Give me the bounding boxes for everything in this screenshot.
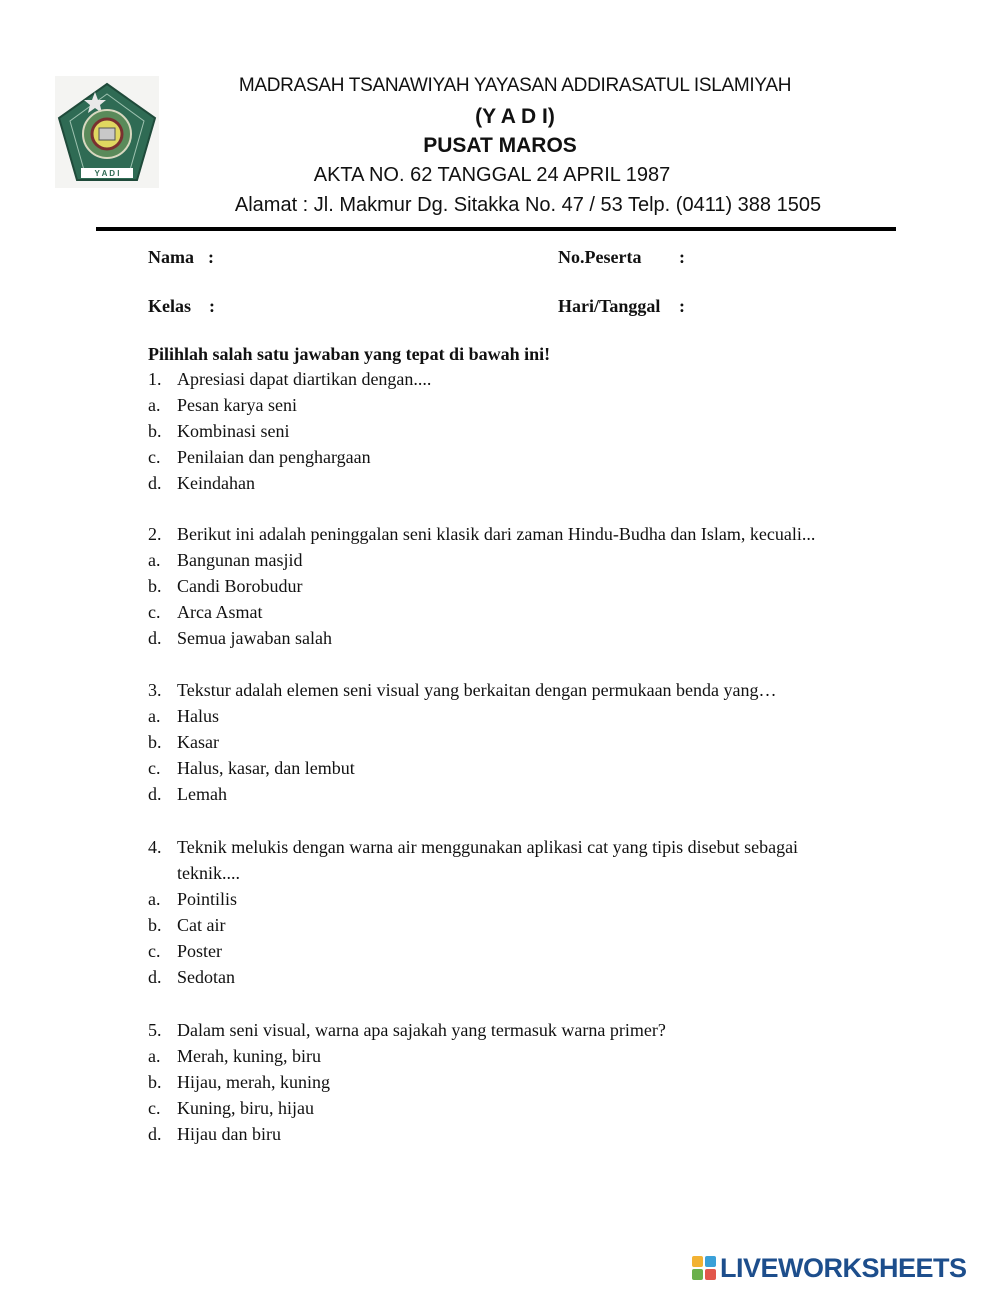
nama-label: Nama [148, 247, 194, 267]
option-letter: c. [148, 602, 161, 622]
option-text: Sedotan [177, 967, 235, 987]
liveworksheets-icon [692, 1256, 716, 1280]
hari-tanggal-label: Hari/Tanggal [558, 296, 661, 316]
option-text: Kasar [177, 732, 219, 752]
option-letter: d. [148, 473, 162, 493]
header-divider [96, 227, 896, 231]
option-letter: d. [148, 628, 162, 648]
option-text: Kombinasi seni [177, 421, 290, 441]
question-number: 4. [148, 837, 162, 857]
option-text: Hijau, merah, kuning [177, 1072, 330, 1092]
hari-tanggal-colon: : [679, 296, 685, 316]
option-text: Lemah [177, 784, 227, 804]
option-text: Hijau dan biru [177, 1124, 281, 1144]
nama-colon: : [208, 247, 214, 267]
option-letter: a. [148, 706, 161, 726]
no-peserta-label: No.Peserta [558, 247, 642, 267]
question-text: Dalam seni visual, warna apa sajakah yang termasuk warna primer? [177, 1020, 666, 1040]
question-text: teknik.... [177, 863, 240, 883]
option-text: Penilaian dan penghargaan [177, 447, 371, 467]
option-letter: b. [148, 421, 162, 441]
question-number: 1. [148, 369, 162, 389]
option-text: Kuning, biru, hijau [177, 1098, 314, 1118]
option-text: Poster [177, 941, 222, 961]
option-text: Keindahan [177, 473, 255, 493]
option-letter: a. [148, 1046, 161, 1066]
question-number: 3. [148, 680, 162, 700]
option-letter: c. [148, 447, 161, 467]
option-text: Pointilis [177, 889, 238, 909]
deed-info: AKTA NO. 62 TANGGAL 24 APRIL 1987 [313, 164, 671, 186]
option-letter: c. [148, 1098, 161, 1118]
school-name: MADRASAH TSANAWIYAH YAYASAN ADDIRASATUL ISLAMIYAH [238, 75, 792, 96]
option-letter: d. [148, 967, 162, 987]
option-text: Arca Asmat [177, 602, 263, 622]
option-text: Bangunan masjid [177, 550, 303, 570]
option-letter: c. [148, 941, 161, 961]
school-branch: PUSAT MAROS [423, 134, 577, 157]
option-text: Semua jawaban salah [177, 628, 332, 648]
option-text: Candi Borobudur [177, 576, 303, 596]
option-letter: d. [148, 784, 162, 804]
logo-text: Y A D I [94, 169, 120, 178]
option-letter: a. [148, 395, 161, 415]
liveworksheets-wordmark: LIVEWORKSHEETS [720, 1252, 967, 1283]
school-abbrev: (Y A D I) [475, 105, 555, 128]
option-letter: b. [148, 732, 162, 752]
option-letter: b. [148, 1072, 162, 1092]
option-letter: b. [148, 576, 162, 596]
question-number: 5. [148, 1020, 162, 1040]
address: Alamat : Jl. Makmur Dg. Sitakka No. 47 / 53 Telp. (0411) 388 1505 [234, 194, 822, 216]
question-text: Apresiasi dapat diartikan dengan.... [177, 369, 432, 389]
kelas-colon: : [209, 296, 215, 316]
option-letter: a. [148, 550, 161, 570]
option-text: Halus [177, 706, 219, 726]
question-text: Teknik melukis dengan warna air menggunakan aplikasi cat yang tipis disebut sebagai [177, 837, 799, 857]
kelas-label: Kelas [148, 296, 191, 316]
option-letter: b. [148, 915, 162, 935]
option-letter: a. [148, 889, 161, 909]
option-text: Pesan karya seni [177, 395, 297, 415]
question-text: Berikut ini adalah peninggalan seni klasik dari zaman Hindu-Budha dan Islam, kecuali... [177, 524, 816, 544]
no-peserta-colon: : [679, 247, 685, 267]
option-text: Merah, kuning, biru [177, 1046, 321, 1066]
option-text: Halus, kasar, dan lembut [177, 758, 355, 778]
liveworksheets-logo[interactable] [692, 1253, 967, 1283]
instruction: Pilihlah salah satu jawaban yang tepat di bawah ini! [148, 344, 551, 364]
option-letter: c. [148, 758, 161, 778]
option-text: Cat air [177, 915, 226, 935]
question-text: Tekstur adalah elemen seni visual yang berkaitan dengan permukaan benda yang… [177, 680, 777, 700]
question-number: 2. [148, 524, 162, 544]
option-letter: d. [148, 1124, 162, 1144]
